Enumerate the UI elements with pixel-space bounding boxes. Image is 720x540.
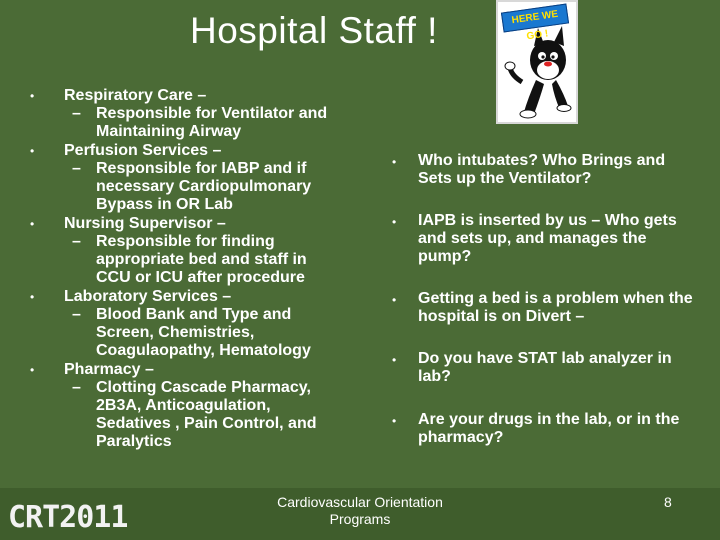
question-text: Getting a bed is a problem when the hospital is on Divert –	[418, 290, 693, 325]
item-detail	[72, 160, 350, 214]
list-item	[392, 212, 702, 290]
cartoon-image	[496, 0, 578, 124]
bullet: •	[392, 353, 397, 367]
bullet: •	[30, 290, 35, 304]
list-item	[30, 287, 350, 360]
question-text: Are your drugs in the lab, or in the pharmacy?	[418, 411, 680, 446]
list-item	[392, 152, 702, 212]
item-detail-text: Blood Bank and Type and Screen, Chemistries, Coagulaopathy, Hematology	[96, 306, 311, 359]
item-detail-text: Responsible for IABP and if necessary Cardiopulmonary Bypass in OR Lab	[96, 160, 312, 213]
list-item	[392, 350, 702, 411]
bullet: •	[30, 217, 35, 231]
item-detail-text: Responsible for Ventilator and Maintaining Airway	[96, 105, 328, 140]
list-item	[392, 411, 702, 451]
staff-list	[30, 86, 350, 451]
list-item	[30, 214, 350, 287]
list-item	[392, 290, 702, 350]
item-heading: Perfusion Services –	[64, 142, 222, 159]
item-detail	[72, 233, 350, 287]
question-text: Do you have STAT lab analyzer in lab?	[418, 350, 672, 385]
item-heading: Nursing Supervisor –	[64, 215, 226, 232]
dash: –	[72, 105, 81, 122]
bullet: •	[392, 155, 397, 169]
cartoon-banner: HERE WE GO !	[501, 4, 569, 33]
bullet: •	[30, 363, 35, 377]
bullet: •	[30, 144, 35, 158]
dash: –	[72, 379, 81, 396]
list-item	[30, 360, 350, 451]
item-heading: Respiratory Care –	[64, 87, 207, 104]
dash: –	[72, 233, 81, 250]
bullet: •	[30, 89, 35, 103]
question-text: Who intubates? Who Brings and Sets up the Ventilator?	[418, 152, 666, 187]
slide-title: Hospital Staff !	[190, 10, 438, 51]
bullet: •	[392, 414, 397, 428]
question-text: IAPB is inserted by us – Who gets and sets up, and manages the pump?	[418, 212, 677, 265]
dash: –	[72, 306, 81, 323]
footer-text: Cardiovascular Orientation Programs	[277, 494, 443, 527]
item-heading: Pharmacy –	[64, 361, 154, 378]
item-detail-text: Responsible for finding appropriate bed and staff in CCU or ICU after procedure	[96, 233, 307, 286]
list-item	[30, 141, 350, 214]
item-detail-text: Clotting Cascade Pharmacy, 2B3A, Anticoagulation, Sedatives , Pain Control, and Paralytics	[96, 379, 317, 450]
question-list	[392, 152, 702, 451]
item-detail	[72, 105, 350, 141]
item-detail	[72, 379, 350, 451]
footer-logo: CRT2011	[8, 500, 128, 535]
dash: –	[72, 160, 81, 177]
bullet: •	[392, 293, 397, 307]
list-item	[30, 86, 350, 141]
page-number: 8	[664, 494, 672, 510]
item-heading: Laboratory Services –	[64, 288, 232, 305]
item-detail	[72, 306, 350, 360]
bullet: •	[392, 215, 397, 229]
